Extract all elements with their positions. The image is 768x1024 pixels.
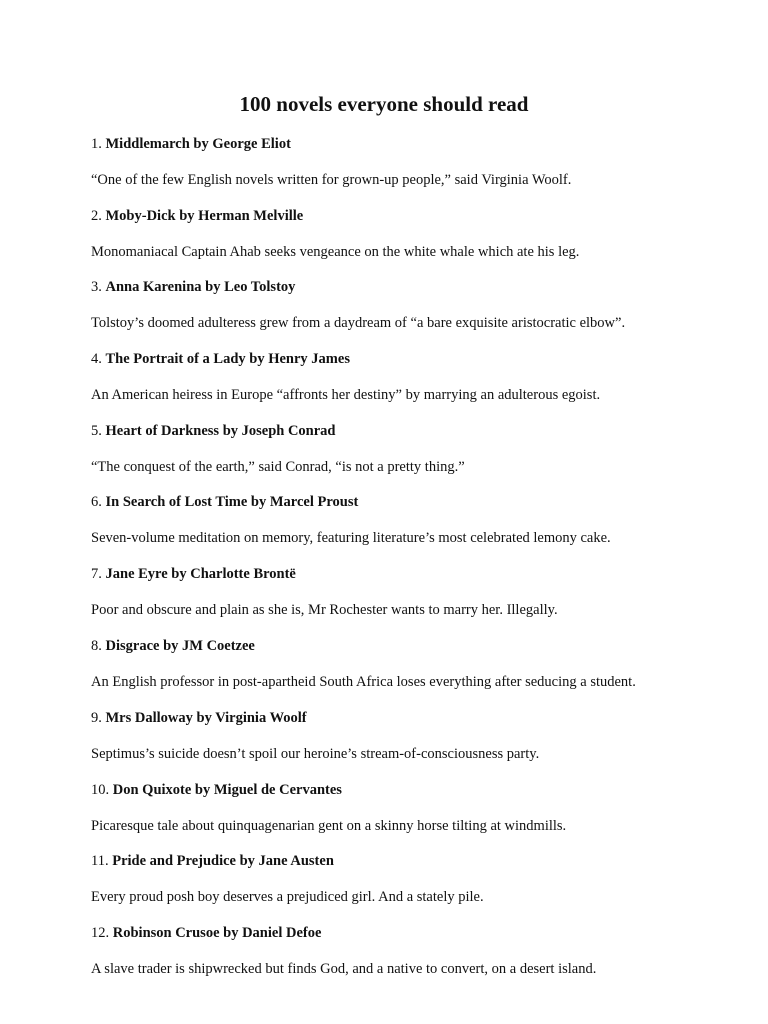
entry-title: Heart of Darkness by Joseph Conrad	[105, 423, 336, 439]
entry-number: 7.	[91, 566, 102, 582]
entry-description: Poor and obscure and plain as she is, Mr Rochester wants to marry her. Illegally.	[91, 602, 558, 618]
entry-description: Every proud posh boy deserves a prejudiced girl. And a stately pile.	[91, 889, 484, 905]
entry-title: Robinson Crusoe by Daniel Defoe	[112, 925, 322, 941]
entry-title: Disgrace by JM Coetzee	[105, 638, 255, 654]
entry-title: Pride and Prejudice by Jane Austen	[112, 853, 334, 869]
entry-title: Don Quixote by Miguel de Cervantes	[112, 782, 342, 798]
entry-description: Monomaniacal Captain Ahab seeks vengeance on the white whale which ate his leg.	[91, 244, 580, 260]
entry-description: Tolstoy’s doomed adulteress grew from a daydream of “a bare exquisite aristocratic elbow”.	[91, 315, 626, 331]
entry-heading	[91, 134, 291, 154]
entry-title: Mrs Dalloway by Virginia Woolf	[105, 710, 307, 726]
entry-number: 5.	[91, 423, 102, 439]
entry-heading	[91, 708, 307, 728]
entry-title: Moby-Dick by Herman Melville	[105, 208, 304, 224]
entry-description: An American heiress in Europe “affronts her destiny” by marrying an adulterous egoist.	[91, 387, 601, 403]
entry-title: In Search of Lost Time by Marcel Proust	[105, 494, 359, 510]
entry-heading	[91, 636, 255, 656]
page-title: 100 novels everyone should read	[239, 92, 529, 116]
entry-heading	[91, 349, 350, 369]
entry-title: Jane Eyre by Charlotte Brontë	[105, 566, 296, 582]
entry-number: 2.	[91, 208, 102, 224]
entry-title: The Portrait of a Lady by Henry James	[105, 351, 350, 367]
entry-number: 8.	[91, 638, 102, 654]
entry-heading	[91, 851, 334, 871]
entry-heading	[91, 923, 321, 943]
entry-number: 10.	[91, 782, 110, 798]
entry-heading	[91, 421, 336, 441]
entry-heading	[91, 780, 342, 800]
entry-description: Picaresque tale about quinquagenarian gent on a skinny horse tilting at windmills.	[91, 818, 567, 834]
entry-description: A slave trader is shipwrecked but finds God, and a native to convert, on a desert island.	[91, 961, 597, 977]
entry-heading	[91, 564, 296, 584]
entry-number: 12.	[91, 925, 110, 941]
entry-number: 11.	[91, 853, 109, 869]
entry-number: 4.	[91, 351, 102, 367]
entry-number: 3.	[91, 279, 102, 295]
entry-description: Septimus’s suicide doesn’t spoil our heroine’s stream-of-consciousness party.	[91, 746, 540, 762]
entry-description: An English professor in post-apartheid South Africa loses everything after seducing a student.	[91, 674, 636, 690]
entry-title: Middlemarch by George Eliot	[105, 136, 291, 152]
entry-description: “One of the few English novels written for grown-up people,” said Virginia Woolf.	[91, 172, 572, 188]
entry-description: “The conquest of the earth,” said Conrad, “is not a pretty thing.”	[91, 459, 465, 475]
entry-heading	[91, 206, 303, 226]
entry-heading	[91, 492, 358, 512]
entry-heading	[91, 277, 295, 297]
entry-title: Anna Karenina by Leo Tolstoy	[105, 279, 296, 295]
entry-number: 6.	[91, 494, 102, 510]
entry-description: Seven-volume meditation on memory, featuring literature’s most celebrated lemony cake.	[91, 530, 611, 546]
entry-number: 9.	[91, 710, 102, 726]
entry-number: 1.	[91, 136, 102, 152]
